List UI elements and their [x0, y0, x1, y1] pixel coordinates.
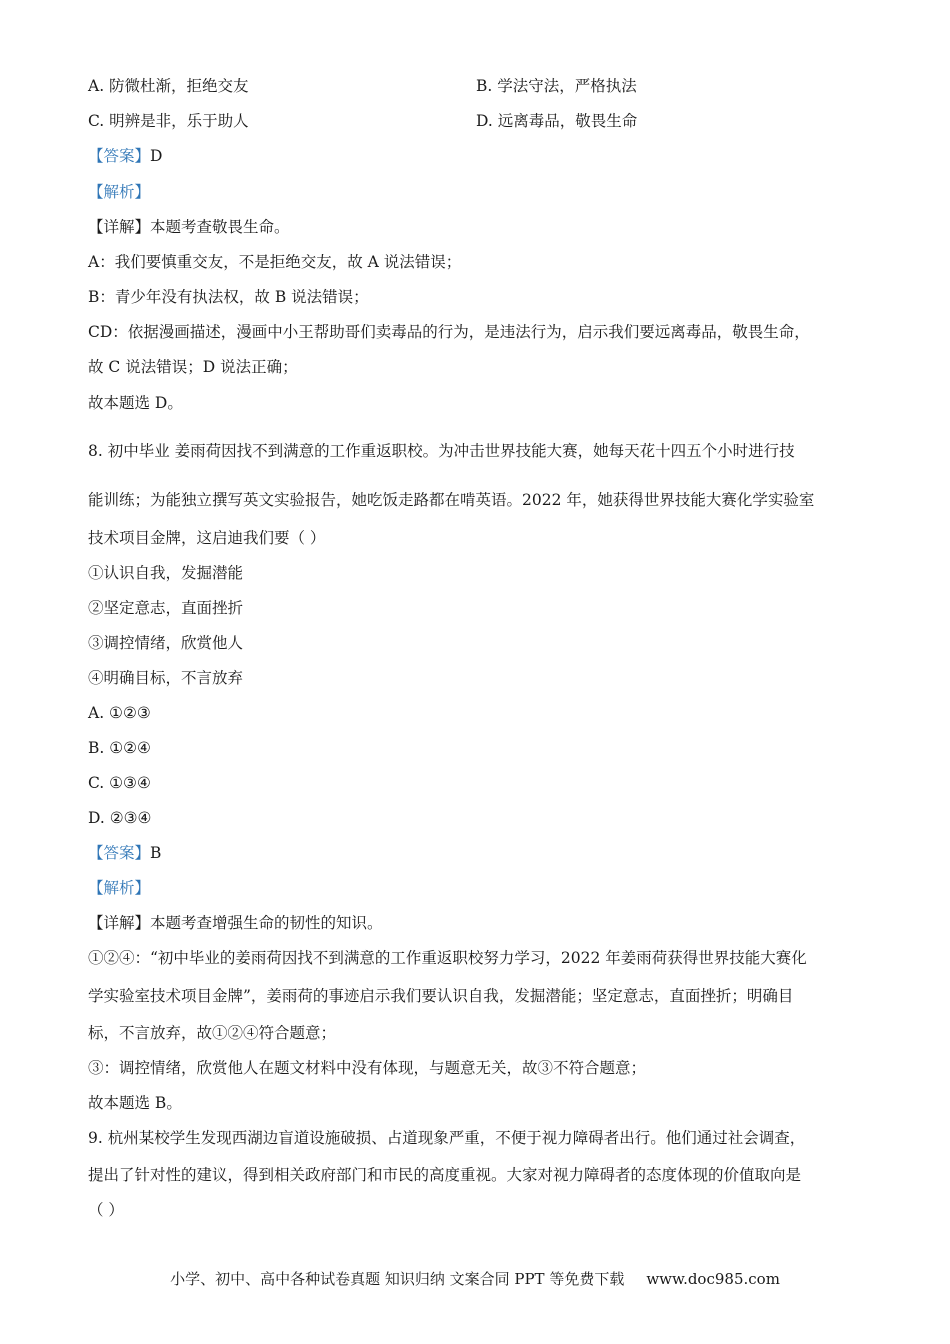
q8-detail-line: 学实验室技术项目金牌”，姜雨荷的事迹启示我们要认识自我，发掘潜能；坚定意志，直面挫折；明确目 — [88, 987, 794, 1005]
answer-tag: 【答案】 — [88, 147, 151, 165]
footer-site-link[interactable]: www.doc985.com — [646, 1270, 780, 1288]
q9-stem-line: 提出了针对性的建议，得到相关政府部门和市民的高度重视。大家对视力障碍者的态度体现的价值取向是 — [88, 1166, 802, 1184]
q8-option-d: D. ②③④ — [88, 809, 152, 827]
q7-detail-line: 故 C 说法错误；D 说法正确； — [88, 358, 298, 376]
q7-option-a: A. 防微杜渐，拒绝交友 — [88, 77, 249, 95]
answer-value: D — [150, 147, 163, 165]
q7-detail-line: B：青少年没有执法权，故 B 说法错误； — [88, 288, 369, 306]
q8-detail-line: ③：调控情绪，欣赏他人在题文材料中没有体现，与题意无关，故③不符合题意； — [88, 1059, 647, 1077]
q8-option-c: C. ①③④ — [88, 774, 151, 792]
q7-answer — [88, 145, 162, 167]
q8-option-b: B. ①②④ — [88, 739, 151, 757]
q8-detail-line — [88, 912, 383, 934]
q8-answer — [88, 842, 161, 864]
footer-text: 小学、初中、高中各种试卷真题 知识归纳 文案合同 PPT 等免费下载 — [170, 1270, 625, 1288]
q8-stem-line: 8. 初中毕业 姜雨荷因找不到满意的工作重返职校。为冲击世界技能大赛，她每天花十四五个小时进行技 — [88, 442, 795, 460]
q7-detail-line: CD：依据漫画描述，漫画中小王帮助哥们卖毒品的行为，是违法行为，启示我们要远离毒品，敬畏生命， — [88, 323, 810, 341]
q8-option-a: A. ①②③ — [88, 704, 151, 722]
q7-analysis-heading: 【解析】 — [88, 183, 151, 201]
q8-detail-line: 故本题选 B。 — [88, 1094, 182, 1112]
q8-detail-line: ①②④：“初中毕业的姜雨荷因找不到满意的工作重返职校努力学习，2022 年姜雨荷获得世界技能大赛化 — [88, 949, 807, 967]
q7-detail-line: 故本题选 D。 — [88, 394, 183, 412]
detail-tag: 【详解】 — [88, 914, 151, 932]
q7-detail-line: A：我们要慎重交友，不是拒绝交友，故 A 说法错误； — [88, 253, 462, 271]
detail-tag: 【详解】 — [88, 218, 151, 236]
q7-option-c: C. 明辨是非，乐于助人 — [88, 112, 249, 130]
q8-statement: ④明确目标，不言放弃 — [88, 669, 244, 687]
q8-analysis-heading: 【解析】 — [88, 879, 151, 897]
q8-statement: ③调控情绪，欣赏他人 — [88, 634, 244, 652]
q9-stem-line: （ ） — [88, 1201, 124, 1219]
q8-stem-line: 能训练；为能独立撰写英文实验报告，她吃饭走路都在啃英语。2022 年，她获得世界技能大赛化学实验室 — [88, 491, 815, 509]
q7-detail-line — [88, 216, 290, 238]
q9-stem-line: 9. 杭州某校学生发现西湖边盲道设施破损、占道现象严重，不便于视力障碍者出行。他们通过社会调查， — [88, 1129, 806, 1147]
page-footer — [0, 1268, 950, 1290]
q8-statement: ①认识自我，发掘潜能 — [88, 564, 244, 582]
detail-text: 本题考查敬畏生命。 — [150, 218, 290, 236]
q7-option-b: B. 学法守法，严格执法 — [476, 77, 637, 95]
detail-text: 本题考查增强生命的韧性的知识。 — [150, 914, 383, 932]
q8-detail-line: 标，不言放弃，故①②④符合题意； — [88, 1024, 337, 1042]
answer-tag: 【答案】 — [88, 844, 151, 862]
q8-statement: ②坚定意志，直面挫折 — [88, 599, 244, 617]
q7-option-d: D. 远离毒品，敬畏生命 — [476, 112, 638, 130]
q8-stem-line: 技术项目金牌，这启迪我们要（ ） — [88, 529, 326, 547]
answer-value: B — [150, 844, 162, 862]
